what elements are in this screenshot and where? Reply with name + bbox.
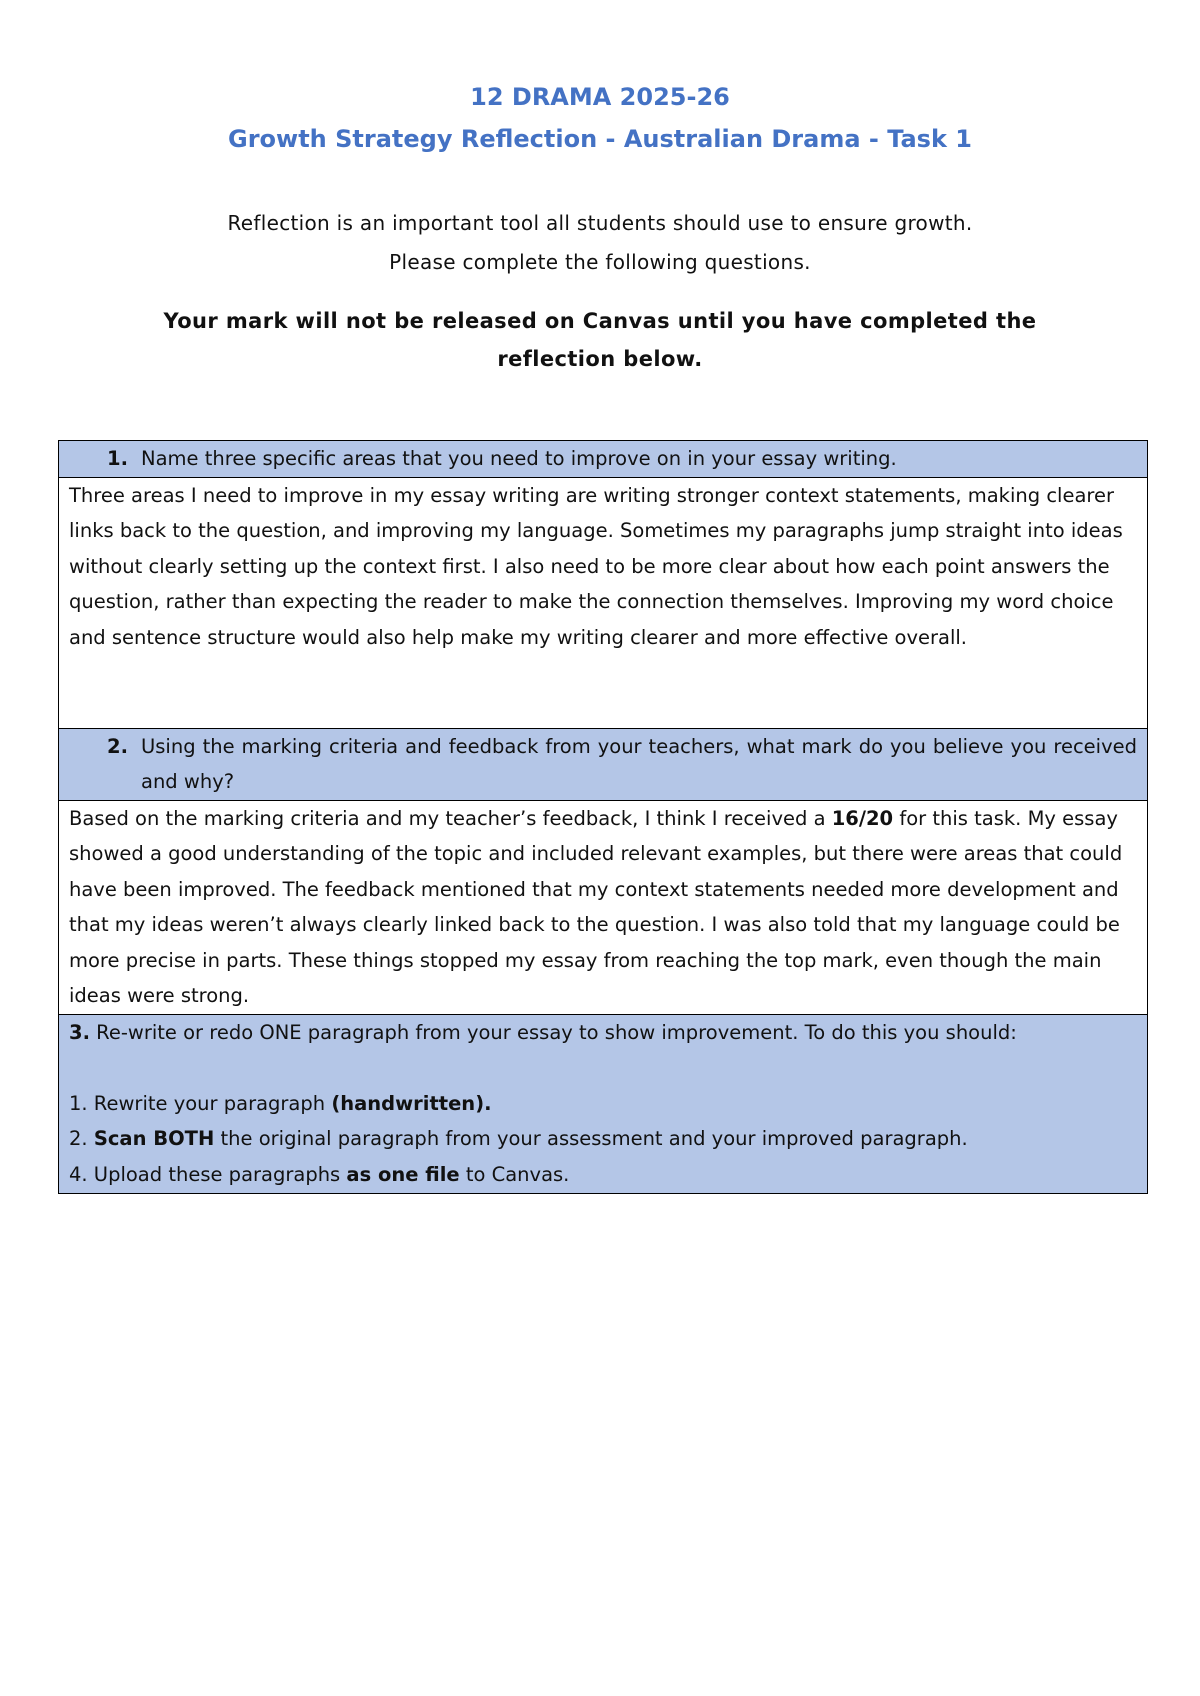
question-2-cell <box>59 728 1148 800</box>
step-2 <box>69 1121 1137 1157</box>
question-1-row <box>59 441 1148 478</box>
step-2-prefix: 2. <box>69 1127 94 1150</box>
question-1-cell <box>59 441 1148 478</box>
question-2-number: 2. <box>107 734 128 758</box>
question-2-text: Using the marking criteria and feedback from your teachers, what mark do you believe you received and why? <box>141 734 1137 793</box>
step-4-prefix: 4. Upload these paragraphs <box>69 1162 347 1186</box>
step-4-suffix: to Canvas. <box>459 1162 570 1186</box>
intro-line-2: Please complete the following questions. <box>389 250 811 274</box>
step-1-bold: (handwritten). <box>331 1091 492 1115</box>
question-3-cell <box>59 1014 1148 1193</box>
blank-line <box>69 1050 1137 1086</box>
question-3-text: Re-write or redo ONE paragraph from your essay to show improvement. To do this you should: <box>89 1020 1017 1044</box>
answer-1-cell[interactable] <box>59 477 1148 728</box>
step-1-prefix: 1. Rewrite your paragraph <box>69 1091 332 1115</box>
course-title: 12 DRAMA 2025-26 <box>470 83 730 111</box>
question-3-prompt <box>69 1015 1137 1051</box>
answer-1-row <box>59 477 1148 728</box>
step-2-suffix: the original paragraph from your assessment and your improved paragraph. <box>214 1127 968 1150</box>
step-2-bold: Scan BOTH <box>93 1127 215 1150</box>
answer-2-row <box>59 800 1148 1014</box>
question-3-row <box>59 1014 1148 1193</box>
question-2-row <box>59 728 1148 800</box>
release-notice: Your mark will not be released on Canvas until you have completed the reflection below. <box>163 309 1037 371</box>
answer-2-text-after: for this task. My essay showed a good understanding of the topic and included relevant examples, but there were areas that could have been improved. The feedback mentioned that my context statements needed more development and that my ideas weren’t always clearly linked back to the question. I was also told that my language could be more precise in parts. These things stopped my essay from reaching the top mark, even though the main ideas were strong. <box>69 806 1123 1007</box>
answer-2-cell[interactable] <box>59 800 1148 1014</box>
task-title: Growth Strategy Reflection - Australian Drama - Task 1 <box>228 125 972 153</box>
estimated-mark: 16/20 <box>831 806 894 830</box>
question-1-text: Name three specific areas that you need to improve on in your essay writing. <box>141 447 897 470</box>
reflection-table <box>58 440 1148 1194</box>
question-1-number: 1. <box>107 447 128 470</box>
question-3-number: 3. <box>69 1020 90 1044</box>
step-4-bold: as one file <box>346 1162 460 1186</box>
answer-2-text-before: Based on the marking criteria and my teacher’s feedback, I think I received a <box>69 806 832 830</box>
step-4 <box>69 1157 1137 1193</box>
step-1 <box>69 1086 1137 1122</box>
intro-line-1: Reflection is an important tool all students should use to ensure growth. <box>227 211 973 235</box>
answer-1-text: Three areas I need to improve in my essay writing are writing stronger context statements, making clearer links back to the question, and improving my language. Sometimes my paragraphs jump straight into ideas without clearly setting up the context first. I also need to be more clear about how each point answers the question, rather than expecting the reader to make the connection themselves. Improving my word choice and sentence structure would also help make my writing clearer and more effective overall. <box>69 483 1123 649</box>
